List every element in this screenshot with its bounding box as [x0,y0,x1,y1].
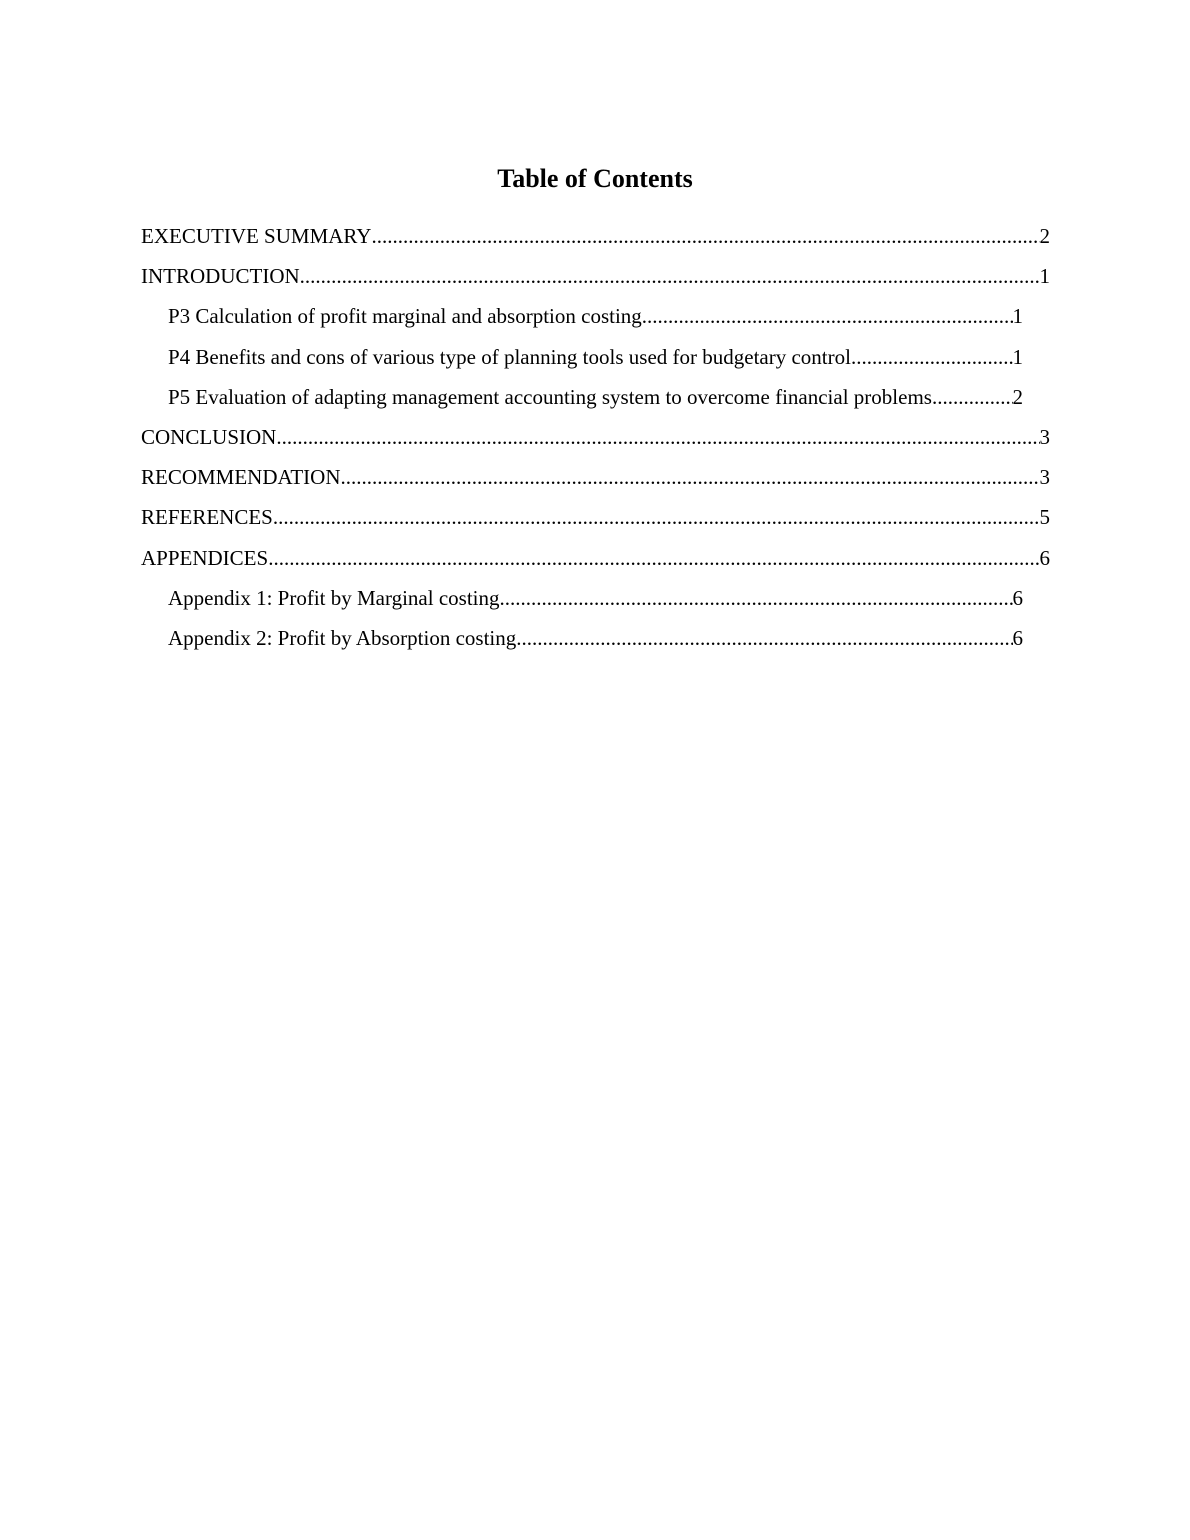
toc-entry-label: APPENDICES [141,545,269,570]
toc-list [0,220,1190,662]
toc-entry-label: Appendix 1: Profit by Marginal costing [168,585,500,610]
toc-entry-conclusion[interactable] [0,421,1190,461]
toc-dot-leader [371,220,1039,252]
toc-entry-label: P5 Evaluation of adapting management accounting system to overcome financial problems [168,384,932,409]
toc-entry-label: Appendix 2: Profit by Absorption costing [168,625,517,650]
toc-entry-p3[interactable] [0,300,1190,340]
toc-entry-label: CONCLUSION [141,424,277,449]
toc-dot-leader [300,260,1040,292]
toc-entry-label: REFERENCES [141,505,273,530]
toc-dot-leader [642,300,1013,332]
toc-dot-leader [273,501,1040,533]
toc-page-number: 1 [1039,264,1050,289]
toc-entry-label: EXECUTIVE SUMMARY [141,224,372,248]
toc-entry-label: RECOMMENDATION [141,465,341,490]
toc-dot-leader [341,461,1040,493]
toc-entry-references[interactable] [0,501,1190,541]
toc-page-number: 2 [1039,224,1050,248]
toc-entry-appendix-1[interactable] [0,582,1190,622]
toc-page-number: 6 [1039,545,1050,570]
toc-dot-leader [276,421,1039,453]
toc-page-number: 6 [1012,585,1023,610]
toc-entry-appendix-2[interactable] [0,622,1190,662]
toc-entry-recommendation[interactable] [0,461,1190,501]
toc-title: Table of Contents [497,164,693,193]
toc-dot-leader [516,622,1012,654]
toc-entry-appendices[interactable] [0,542,1190,582]
toc-page-number: 1 [1012,304,1023,329]
toc-entry-executive-summary[interactable] [0,220,1190,260]
toc-dot-leader [851,341,1013,373]
toc-dot-leader [268,542,1039,574]
toc-page-number: 5 [1039,505,1050,530]
toc-dot-leader [932,381,1013,413]
toc-entry-label: P3 Calculation of profit marginal and absorption costing [168,304,642,329]
toc-entry-p5[interactable] [0,381,1190,421]
toc-entry-p4[interactable] [0,341,1190,381]
toc-page-number: 3 [1039,424,1050,449]
toc-page-number: 1 [1012,344,1023,369]
toc-page-number: 2 [1012,384,1023,409]
toc-page-number: 6 [1012,625,1023,650]
toc-entry-introduction[interactable] [0,260,1190,300]
toc-entry-label: P4 Benefits and cons of various type of planning tools used for budgetary control [168,344,851,369]
toc-page-number: 3 [1039,465,1050,490]
toc-entry-label: INTRODUCTION [141,264,300,289]
toc-dot-leader [500,582,1013,614]
